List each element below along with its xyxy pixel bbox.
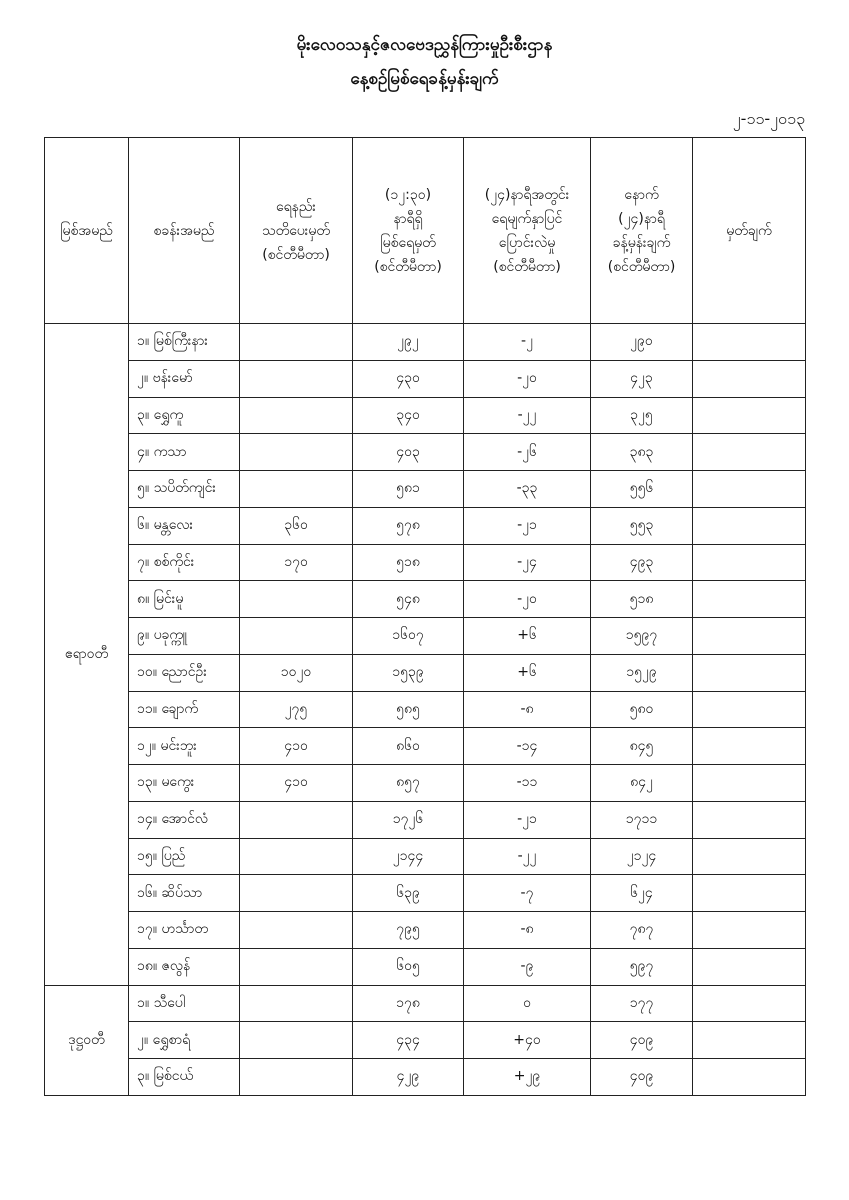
table-row <box>45 948 806 985</box>
change-cell: -၁၁ <box>464 765 591 802</box>
warning-level-cell <box>240 434 353 471</box>
water-level-cell: ၁၆၀၇ <box>353 618 464 655</box>
warning-level-cell <box>240 324 353 361</box>
forecast-cell: ၁၇၁၁ <box>591 801 693 838</box>
forecast-cell: ၄၀၉ <box>591 1022 693 1059</box>
report-date: ၂-၁၁-၂၀၁၃ <box>732 109 805 128</box>
header-row <box>45 138 806 324</box>
remark-cell <box>693 912 806 949</box>
remark-cell <box>693 801 806 838</box>
table-row <box>45 691 806 728</box>
table-row <box>45 765 806 802</box>
warning-level-cell: ၄၁၀ <box>240 765 353 802</box>
warning-level-cell: ၁၇၀ <box>240 544 353 581</box>
column-header: မြစ်အမည် <box>45 138 129 324</box>
column-header: မှတ်ချက် <box>693 138 806 324</box>
change-cell: -၇ <box>464 875 591 912</box>
table-row <box>45 801 806 838</box>
change-cell: -၂၀ <box>464 360 591 397</box>
remark-cell <box>693 654 806 691</box>
remark-cell <box>693 1022 806 1059</box>
table-row <box>45 360 806 397</box>
warning-level-cell: ၃၆၀ <box>240 507 353 544</box>
change-cell: -၂၄ <box>464 544 591 581</box>
change-cell: +၆ <box>464 654 591 691</box>
station-name-cell: ၁၄။ အောင်လံ <box>129 801 240 838</box>
table-row <box>45 618 806 655</box>
warning-level-cell <box>240 1059 353 1096</box>
warning-level-cell <box>240 801 353 838</box>
forecast-cell: ၃၂၅ <box>591 397 693 434</box>
station-name-cell: ၂။ ရွှေစာရံ <box>129 1022 240 1059</box>
warning-level-cell <box>240 397 353 434</box>
forecast-cell: ၂၉၀ <box>591 324 693 361</box>
warning-level-cell <box>240 581 353 618</box>
station-name-cell: ၁၃။ မကွေး <box>129 765 240 802</box>
remark-cell <box>693 838 806 875</box>
change-cell: -၃၃ <box>464 471 591 508</box>
table-row <box>45 985 806 1022</box>
remark-cell <box>693 360 806 397</box>
station-name-cell: ၃။ မြစ်ငယ် <box>129 1059 240 1096</box>
water-level-cell: ၄၃၄ <box>353 1022 464 1059</box>
station-name-cell: ၁၇။ ဟင်္သာတ <box>129 912 240 949</box>
remark-cell <box>693 691 806 728</box>
warning-level-cell <box>240 360 353 397</box>
warning-level-cell: ၁၀၂၀ <box>240 654 353 691</box>
table-row <box>45 471 806 508</box>
table-row <box>45 507 806 544</box>
table-row <box>45 544 806 581</box>
column-header: ရေနည်း သတိပေးမှတ် (စင်တီမီတာ) <box>240 138 353 324</box>
column-header: (၂၄)နာရီအတွင်း ရေမျက်နှာပြင် ပြောင်းလဲမှု (စင်တီမီတာ) <box>464 138 591 324</box>
warning-level-cell <box>240 912 353 949</box>
warning-level-cell <box>240 948 353 985</box>
table-row <box>45 434 806 471</box>
forecast-cell: ၁၇၇ <box>591 985 693 1022</box>
water-level-cell: ၄၃၀ <box>353 360 464 397</box>
table-row <box>45 397 806 434</box>
station-name-cell: ၇။ စစ်ကိုင်း <box>129 544 240 581</box>
table-row <box>45 728 806 765</box>
remark-cell <box>693 434 806 471</box>
table-header <box>45 138 806 324</box>
water-level-cell: ၅၁၈ <box>353 544 464 581</box>
table-row <box>45 324 806 361</box>
remark-cell <box>693 324 806 361</box>
warning-level-cell <box>240 838 353 875</box>
forecast-cell: ၈၄၂ <box>591 765 693 802</box>
table-row <box>45 875 806 912</box>
table-row <box>45 654 806 691</box>
river-name-cell: ဧရာဝတီ <box>45 324 129 986</box>
forecast-cell: ၅၅၆ <box>591 471 693 508</box>
station-name-cell: ၁၂။ မင်းဘူး <box>129 728 240 765</box>
table-row <box>45 581 806 618</box>
warning-level-cell: ၄၁၀ <box>240 728 353 765</box>
remark-cell <box>693 728 806 765</box>
forecast-cell: ၄၀၉ <box>591 1059 693 1096</box>
water-level-cell: ၃၄၀ <box>353 397 464 434</box>
change-cell: +၂၉ <box>464 1059 591 1096</box>
water-level-cell: ၇၉၅ <box>353 912 464 949</box>
change-cell: -၂ <box>464 324 591 361</box>
station-name-cell: ၁၆။ ဆိပ်သာ <box>129 875 240 912</box>
station-name-cell: ၁၀။ ညောင်ဦး <box>129 654 240 691</box>
station-name-cell: ၄။ ကသာ <box>129 434 240 471</box>
column-header: စခန်းအမည် <box>129 138 240 324</box>
water-level-cell: ၈၆၀ <box>353 728 464 765</box>
water-level-cell: ၁၇၈ <box>353 985 464 1022</box>
station-name-cell: ၁၈။ ဇလွန် <box>129 948 240 985</box>
forecast-cell: ၁၅၂၉ <box>591 654 693 691</box>
water-level-cell: ၁၇၂၆ <box>353 801 464 838</box>
water-level-cell: ၄၂၉ <box>353 1059 464 1096</box>
department-title: မိုးလေဝသနှင့်ဇလဗေဒညွှန်ကြားမှုဦးစီးဌာန <box>296 35 553 55</box>
river-forecast-table <box>44 137 806 1096</box>
change-cell: -၂၁ <box>464 507 591 544</box>
change-cell: ၀ <box>464 985 591 1022</box>
forecast-cell: ၅၉၇ <box>591 948 693 985</box>
forecast-cell: ၄၂၃ <box>591 360 693 397</box>
forecast-cell: ၃၈၃ <box>591 434 693 471</box>
remark-cell <box>693 765 806 802</box>
column-header: နောက် (၂၄)နာရီ ခန့်မှန်းချက် (စင်တီမီတာ) <box>591 138 693 324</box>
remark-cell <box>693 507 806 544</box>
water-level-cell: ၅၄၈ <box>353 581 464 618</box>
change-cell: -၂၆ <box>464 434 591 471</box>
table-row <box>45 838 806 875</box>
station-name-cell: ၁၁။ ချောက် <box>129 691 240 728</box>
remark-cell <box>693 985 806 1022</box>
water-level-cell: ၈၅၇ <box>353 765 464 802</box>
warning-level-cell <box>240 985 353 1022</box>
warning-level-cell: ၂၇၅ <box>240 691 353 728</box>
station-name-cell: ၁။ မြစ်ကြီးနား <box>129 324 240 361</box>
water-level-cell: ၅၇၈ <box>353 507 464 544</box>
remark-cell <box>693 397 806 434</box>
forecast-cell: ၅၈၀ <box>591 691 693 728</box>
column-header: (၁၂:၃၀) နာရီရှိ မြစ်ရေမှတ် (စင်တီမီတာ) <box>353 138 464 324</box>
warning-level-cell <box>240 1022 353 1059</box>
change-cell: -၂၁ <box>464 801 591 838</box>
remark-cell <box>693 948 806 985</box>
change-cell: -၁၄ <box>464 728 591 765</box>
report-title: နေ့စဉ်မြစ်ရေခန့်မှန်းချက် <box>350 69 499 89</box>
water-level-cell: ၂၁၄၄ <box>353 838 464 875</box>
forecast-cell: ၅၁၈ <box>591 581 693 618</box>
station-name-cell: ၁၅။ ပြည် <box>129 838 240 875</box>
table-row <box>45 1059 806 1096</box>
station-name-cell: ၃။ ရွှေကူ <box>129 397 240 434</box>
station-name-cell: ၅။ သပိတ်ကျင်း <box>129 471 240 508</box>
station-name-cell: ၁။ သီပေါ <box>129 985 240 1022</box>
forecast-cell: ၅၅၃ <box>591 507 693 544</box>
warning-level-cell <box>240 618 353 655</box>
water-level-cell: ၄၀၃ <box>353 434 464 471</box>
forecast-cell: ၂၁၂၄ <box>591 838 693 875</box>
change-cell: +၄၀ <box>464 1022 591 1059</box>
water-level-cell: ၁၅၃၉ <box>353 654 464 691</box>
change-cell: -၈ <box>464 691 591 728</box>
warning-level-cell <box>240 875 353 912</box>
remark-cell <box>693 1059 806 1096</box>
change-cell: -၂၂ <box>464 397 591 434</box>
remark-cell <box>693 581 806 618</box>
remark-cell <box>693 875 806 912</box>
change-cell: -၉ <box>464 948 591 985</box>
river-name-cell: ဒုဋ္ဌဝတီ <box>45 985 129 1095</box>
station-name-cell: ၉။ ပခုက္ကူ <box>129 618 240 655</box>
water-level-cell: ၂၉၂ <box>353 324 464 361</box>
forecast-cell: ၆၂၄ <box>591 875 693 912</box>
remark-cell <box>693 544 806 581</box>
warning-level-cell <box>240 471 353 508</box>
forecast-cell: ၄၉၃ <box>591 544 693 581</box>
forecast-cell: ၈၄၅ <box>591 728 693 765</box>
station-name-cell: ၆။ မန္တလေး <box>129 507 240 544</box>
table-body <box>45 324 806 1096</box>
station-name-cell: ၂။ ဗန်းမော် <box>129 360 240 397</box>
forecast-cell: ၇၈၇ <box>591 912 693 949</box>
table-row <box>45 912 806 949</box>
water-level-cell: ၅၈၁ <box>353 471 464 508</box>
table-row <box>45 1022 806 1059</box>
change-cell: -၂၂ <box>464 838 591 875</box>
station-name-cell: ၈။ မြင်းမူ <box>129 581 240 618</box>
water-level-cell: ၅၈၅ <box>353 691 464 728</box>
remark-cell <box>693 618 806 655</box>
forecast-cell: ၁၅၉၇ <box>591 618 693 655</box>
water-level-cell: ၆၀၅ <box>353 948 464 985</box>
water-level-cell: ၆၃၉ <box>353 875 464 912</box>
change-cell: +၆ <box>464 618 591 655</box>
remark-cell <box>693 471 806 508</box>
change-cell: -၈ <box>464 912 591 949</box>
change-cell: -၂၀ <box>464 581 591 618</box>
